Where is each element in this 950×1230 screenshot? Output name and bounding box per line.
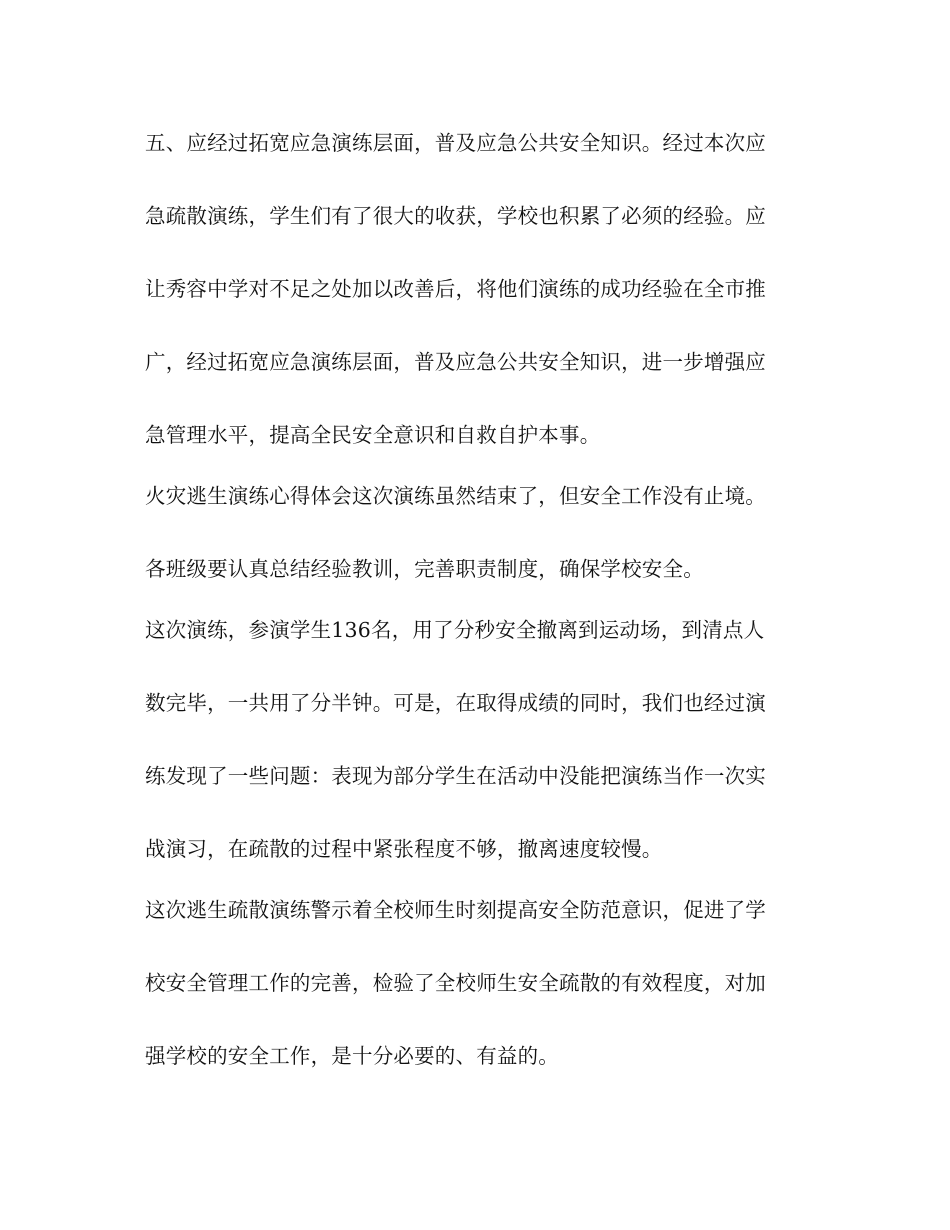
paragraph-4-line-1: 这次逃生疏散演练警示着全校师生时刻提高安全防范意识，促进了学 <box>145 898 766 922</box>
paragraph-2-line-2: 各班级要认真总结经验教训，完善职责制度，确保学校安全。 <box>145 557 704 581</box>
paragraph-3-line-2: 数完毕，一共用了分半钟。可是，在取得成绩的同时，我们也经过演 <box>145 691 766 715</box>
paragraph-2-line-1: 火灾逃生演练心得体会这次演练虽然结束了，但安全工作没有止境。 <box>145 484 766 508</box>
paragraph-1-line-3: 让秀容中学对不足之处加以改善后，将他们演练的成功经验在全市推 <box>145 277 766 301</box>
paragraph-1-line-4: 广，经过拓宽应急演练层面，普及应急公共安全知识，进一步增强应 <box>145 350 766 374</box>
paragraph-1-line-2: 急疏散演练，学生们有了很大的收获，学校也积累了必须的经验。应 <box>145 204 766 228</box>
paragraph-1-line-5: 急管理水平，提高全民安全意识和自救自护本事。 <box>145 423 601 447</box>
paragraph-4-line-3: 强学校的安全工作，是十分必要的、有益的。 <box>145 1044 559 1068</box>
paragraph-1-line-1: 五、应经过拓宽应急演练层面，普及应急公共安全知识。经过本次应 <box>145 131 766 155</box>
paragraph-3-line-4: 战演习，在疏散的过程中紧张程度不够，撤离速度较慢。 <box>145 837 663 861</box>
paragraph-3-line-3: 练发现了一些问题：表现为部分学生在活动中没能把演练当作一次实 <box>145 764 766 788</box>
paragraph-4-line-2: 校安全管理工作的完善，检验了全校师生安全疏散的有效程度，对加 <box>145 971 766 995</box>
paragraph-3-line-1: 这次演练，参演学生136名，用了分秒安全撤离到运动场，到清点人 <box>145 618 765 642</box>
